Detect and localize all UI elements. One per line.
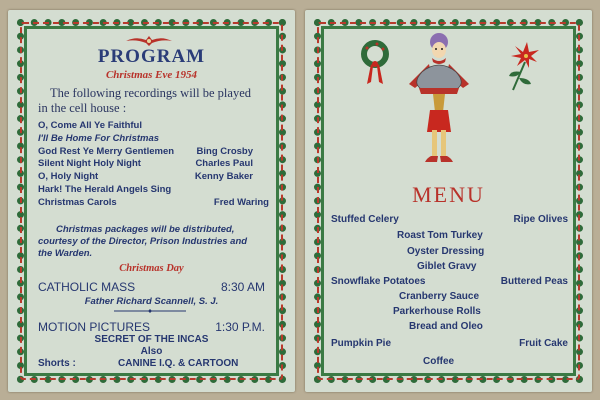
song-title: Silent Night Holy Night xyxy=(38,158,141,170)
menu-title: MENU xyxy=(412,182,485,207)
menu-item: Snowflake Potatoes xyxy=(331,276,426,287)
feature-title: SECRET OF THE INCAS xyxy=(94,334,209,345)
menu-item: Parkerhouse Rolls xyxy=(393,306,481,317)
shorts-value: CANINE I.Q. & CARTOON xyxy=(118,358,239,369)
song-artist: Fred Waring xyxy=(213,196,269,208)
packages-line: Christmas packages will be distributed, xyxy=(56,224,235,235)
wreath-icon xyxy=(364,43,386,85)
mass-time: 8:30 AM xyxy=(220,280,265,294)
mass-label: CATHOLIC MASS xyxy=(38,280,136,294)
menu-item: Buttered Peas xyxy=(500,276,568,287)
list-item xyxy=(38,184,269,197)
menu-content xyxy=(327,32,570,370)
menu-item: Coffee xyxy=(423,356,455,367)
song-title: O, Come All Ye Faithful xyxy=(38,120,142,131)
program-intro xyxy=(38,86,269,116)
poinsettia-icon xyxy=(509,42,539,90)
packages-note xyxy=(38,224,269,260)
menu-item: Giblet Gravy xyxy=(417,261,477,272)
menu-item: Ripe Olives xyxy=(513,214,568,225)
packages-line: courtesy of the Director, Prison Industries and xyxy=(38,236,248,247)
motion-label: MOTION PICTURES xyxy=(38,320,151,334)
list-item xyxy=(38,133,269,146)
mass-event xyxy=(38,280,265,294)
motion-time: 1:30 P.M. xyxy=(215,320,265,334)
also-label: Also xyxy=(140,346,163,357)
program-title: PROGRAM xyxy=(97,46,206,67)
song-title: Christmas Carols xyxy=(38,196,117,208)
motion-event xyxy=(38,320,265,334)
christmas-day-heading: Christmas Day xyxy=(119,263,184,274)
list-item xyxy=(38,120,269,133)
song-title: Hark! The Herald Angels Sing xyxy=(38,183,172,195)
illustration xyxy=(327,32,570,182)
song-title: I'll Be Home For Christmas xyxy=(38,132,160,144)
song-list xyxy=(38,120,269,210)
menu-item: Oyster Dressing xyxy=(407,246,485,257)
figure-illustration xyxy=(409,33,469,162)
packages-line: the Warden. xyxy=(38,248,93,259)
shorts-label: Shorts : xyxy=(38,358,76,369)
song-title: O, Holy Night xyxy=(38,171,99,183)
priest-name: Father Richard Scannell, S. J. xyxy=(84,296,219,307)
song-artist: Kenny Baker xyxy=(194,171,253,183)
list-item xyxy=(38,146,269,159)
menu-item: Pumpkin Pie xyxy=(331,338,392,349)
list-item xyxy=(38,197,269,210)
menu-item: Bread and Oleo xyxy=(409,321,483,332)
menu-item: Cranberry Sauce xyxy=(399,291,480,302)
intro-line: The following recordings will be played xyxy=(50,86,251,100)
song-artist: Charles Paul xyxy=(195,158,253,170)
intro-line: in the cell house : xyxy=(38,101,127,115)
song-artist: Bing Crosby xyxy=(196,145,253,157)
song-title: God Rest Ye Merry Gentlemen xyxy=(38,145,175,157)
program-subtitle: Christmas Eve 1954 xyxy=(105,69,198,81)
menu-item: Stuffed Celery xyxy=(331,214,399,225)
list-item xyxy=(38,158,269,171)
shorts-row xyxy=(38,358,265,369)
divider-icon xyxy=(114,309,186,313)
list-item xyxy=(38,171,269,184)
menu-card xyxy=(305,10,592,392)
program-card xyxy=(8,10,295,392)
menu-item: Fruit Cake xyxy=(519,338,568,349)
program-content xyxy=(30,32,273,370)
menu-item: Roast Tom Turkey xyxy=(397,230,483,241)
